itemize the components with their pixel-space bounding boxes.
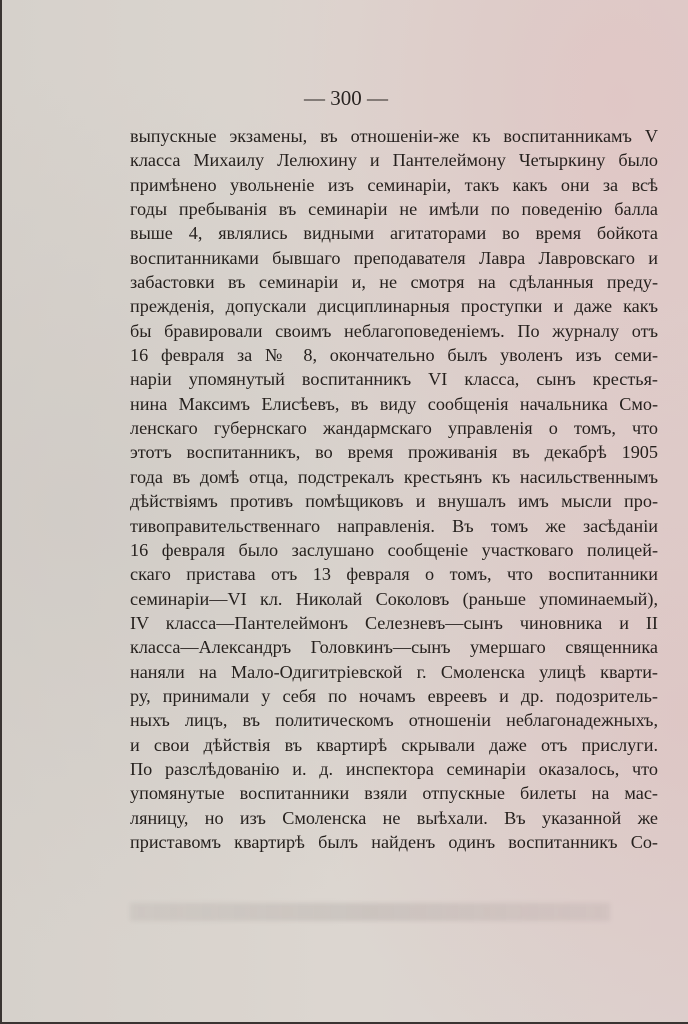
text-line: ленскаго губернскаго жандармскаго управленія о томъ, что bbox=[130, 418, 658, 439]
text-line: примѣнено увольненіе изъ семинаріи, такъ какъ они за всѣ bbox=[130, 174, 658, 195]
text-line: ру, принимали у себя по ночамъ евреевъ и др. подозритель- bbox=[130, 685, 658, 706]
text-line: приставомъ квартирѣ былъ найденъ одинъ воспитанникъ Со- bbox=[130, 831, 658, 852]
text-line: года въ домѣ отца, подстрекалъ крестьянъ къ насильственнымъ bbox=[130, 466, 658, 487]
text-line: 16 февраля было заслушано сообщеніе участковаго полицей- bbox=[130, 539, 658, 560]
text-line: класса—Александръ Головкинъ—сынъ умершаго священника bbox=[130, 637, 658, 658]
text-line: класса Михаилу Лелюхину и Пантелеймону Четыркину было bbox=[130, 150, 658, 171]
text-line: выше 4, являлись видными агитаторами во время бойкота bbox=[130, 223, 658, 244]
text-line: семинаріи—VI кл. Николай Соколовъ (раньше упоминаемый), bbox=[130, 588, 658, 609]
text-line: прежденія, допускали дисциплинарныя проступки и даже какъ bbox=[130, 296, 658, 317]
text-line: нина Максимъ Елисѣевъ, въ виду сообщенія начальника Смо- bbox=[130, 393, 658, 414]
text-line: упомянутые воспитанники взяли отпускные билеты на мас- bbox=[130, 783, 658, 804]
text-line: выпускные экзамены, въ отношеніи-же къ воспитанникамъ V bbox=[130, 126, 658, 146]
text-line: IV класса—Пантелеймонъ Селезневъ—сынъ чиновника и II bbox=[130, 612, 658, 633]
text-line: скаго пристава отъ 13 февраля о томъ, что воспитанники bbox=[130, 564, 658, 585]
text-line: и свои дѣйствія въ квартирѣ скрывали даже отъ прислуги. bbox=[130, 734, 658, 755]
body-text bbox=[130, 124, 658, 854]
text-line: воспитанниками бывшаго преподавателя Лавра Лавровскаго и bbox=[130, 247, 658, 268]
text-line: По разслѣдованію и. д. инспектора семинаріи оказалось, что bbox=[130, 758, 658, 779]
text-line: ляницу, но изъ Смоленска не выѣхали. Въ указанной же bbox=[130, 807, 658, 828]
bleed-through-smudge bbox=[130, 903, 610, 921]
text-line: годы пребыванія въ семинаріи не имѣли по поведенію балла bbox=[130, 199, 658, 220]
text-line: тивоправительственнаго направленія. Въ томъ же засѣданіи bbox=[130, 515, 658, 536]
text-line: 16 февраля за № 8, окончательно былъ уволенъ изъ семи- bbox=[130, 345, 658, 366]
text-line: этотъ воспитанникъ, во время проживанія въ декабрѣ 1905 bbox=[130, 442, 658, 463]
text-line: дѣйствіямъ противъ помѣщиковъ и внушалъ имъ мысли про- bbox=[130, 491, 658, 512]
text-line: бы бравировали своимъ неблагоповеденіемъ. По журналу отъ bbox=[130, 320, 658, 341]
text-line: наріи упомянутый воспитанникъ VI класса, сынъ крестья- bbox=[130, 369, 658, 390]
text-line: ныхъ лицъ, въ политическомъ отношеніи неблагонадежныхъ, bbox=[130, 710, 658, 731]
page-number: — 300 — bbox=[304, 86, 388, 110]
text-line: наняли на Мало-Одигитріевской г. Смоленска улицѣ кварти- bbox=[130, 661, 658, 682]
text-line: забастовки въ семинаріи и, не смотря на сдѣланныя преду- bbox=[130, 272, 658, 293]
